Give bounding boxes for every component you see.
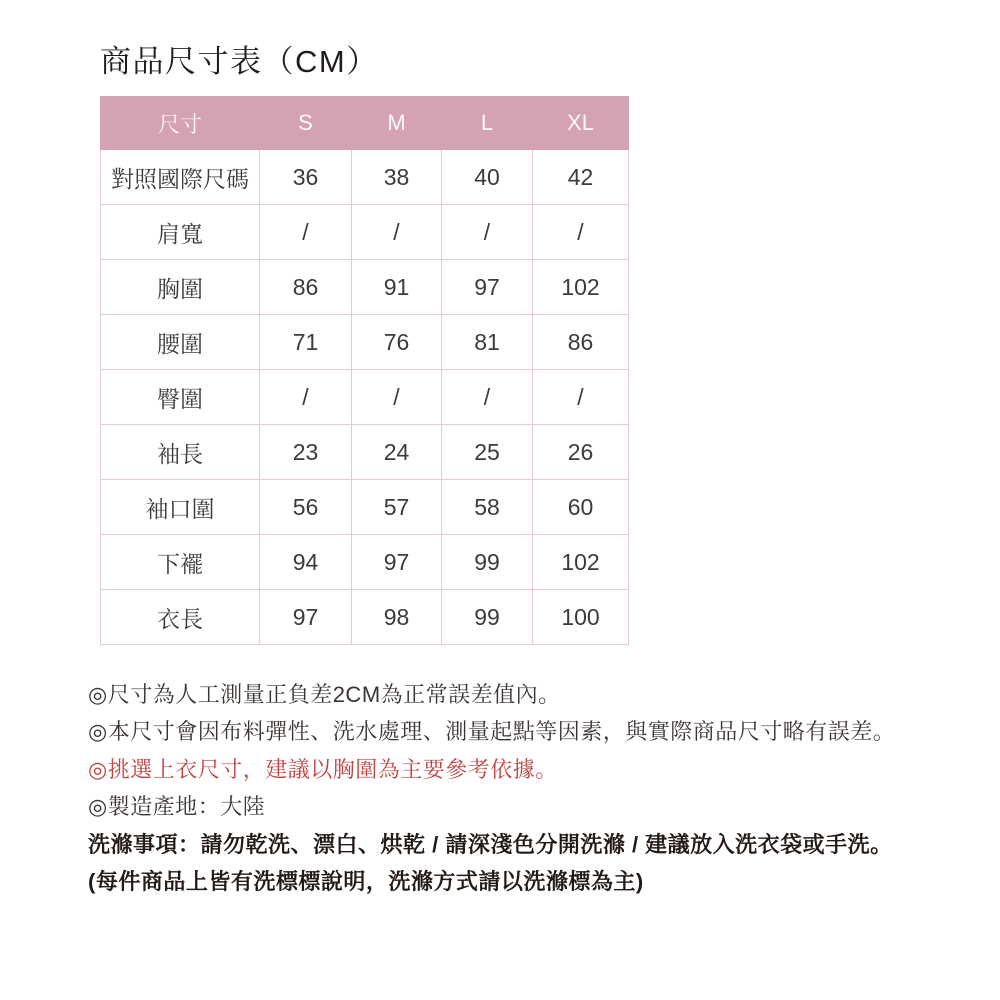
size-cell: 76 — [352, 315, 442, 370]
size-cell: 99 — [442, 535, 533, 590]
col-header-s: S — [260, 97, 352, 150]
size-cell: 56 — [260, 480, 352, 535]
size-cell: / — [442, 370, 533, 425]
size-cell: / — [533, 205, 629, 260]
size-cell: 97 — [352, 535, 442, 590]
col-header-l: L — [442, 97, 533, 150]
row-garment-length — [101, 590, 629, 645]
size-cell: 57 — [352, 480, 442, 535]
notes-section — [88, 676, 948, 900]
size-cell: 58 — [442, 480, 533, 535]
row-cuff-circumference — [101, 480, 629, 535]
note-fabric-variance: ◎本尺寸會因布料彈性、洗水處理、測量起點等因素，與實際商品尺寸略有誤差。 — [88, 719, 896, 745]
size-cell: 99 — [442, 590, 533, 645]
note-origin: ◎製造產地：大陸 — [88, 794, 266, 820]
size-table — [100, 96, 629, 645]
col-header-xl: XL — [533, 97, 629, 150]
size-cell: 102 — [533, 535, 629, 590]
size-cell: / — [352, 370, 442, 425]
row-label: 胸圍 — [101, 260, 260, 315]
size-cell: / — [260, 370, 352, 425]
row-bust — [101, 260, 629, 315]
size-cell: 40 — [442, 150, 533, 205]
size-cell: 36 — [260, 150, 352, 205]
size-cell: / — [352, 205, 442, 260]
note-measurement-tolerance: ◎尺寸為人工測量正負差2CM為正常誤差值內。 — [88, 682, 561, 707]
size-cell: 94 — [260, 535, 352, 590]
size-cell: 23 — [260, 425, 352, 480]
row-label: 衣長 — [101, 590, 260, 645]
col-header-m: M — [352, 97, 442, 150]
row-label: 袖長 — [101, 425, 260, 480]
size-cell: 86 — [533, 315, 629, 370]
row-label: 肩寬 — [101, 205, 260, 260]
row-label: 袖口圍 — [101, 480, 260, 535]
size-cell: 42 — [533, 150, 629, 205]
size-cell: 24 — [352, 425, 442, 480]
size-cell: 81 — [442, 315, 533, 370]
size-cell: 38 — [352, 150, 442, 205]
note-bust-reference: ◎挑選上衣尺寸，建議以胸圍為主要參考依據。 — [88, 756, 558, 782]
size-cell: 86 — [260, 260, 352, 315]
row-label: 腰圍 — [101, 315, 260, 370]
size-cell: 97 — [442, 260, 533, 315]
row-waist — [101, 315, 629, 370]
size-cell: / — [442, 205, 533, 260]
size-table-header-row — [101, 97, 629, 150]
col-header-size: 尺寸 — [101, 97, 260, 150]
size-cell: 97 — [260, 590, 352, 645]
size-cell: 102 — [533, 260, 629, 315]
size-cell: / — [533, 370, 629, 425]
size-cell: 91 — [352, 260, 442, 315]
row-label: 下襬 — [101, 535, 260, 590]
row-label: 臀圍 — [101, 370, 260, 425]
size-cell: 71 — [260, 315, 352, 370]
row-sleeve-length — [101, 425, 629, 480]
row-hem-width — [101, 535, 629, 590]
row-shoulder-width — [101, 205, 629, 260]
size-cell: 26 — [533, 425, 629, 480]
page-title: 商品尺寸表（CM） — [100, 44, 379, 79]
size-cell: 100 — [533, 590, 629, 645]
note-wash-label-notice: (每件商品上皆有洗標標說明，洗滌方式請以洗滌標為主) — [88, 869, 644, 895]
size-cell: 98 — [352, 590, 442, 645]
row-hip — [101, 370, 629, 425]
size-cell: 25 — [442, 425, 533, 480]
row-label: 對照國際尺碼 — [101, 150, 260, 205]
size-cell: / — [260, 205, 352, 260]
note-washing-instructions: 洗滌事項：請勿乾洗、漂白、烘乾 / 請深淺色分開洗滌 / 建議放入洗衣袋或手洗。 — [88, 831, 893, 857]
row-international-size — [101, 150, 629, 205]
size-cell: 60 — [533, 480, 629, 535]
